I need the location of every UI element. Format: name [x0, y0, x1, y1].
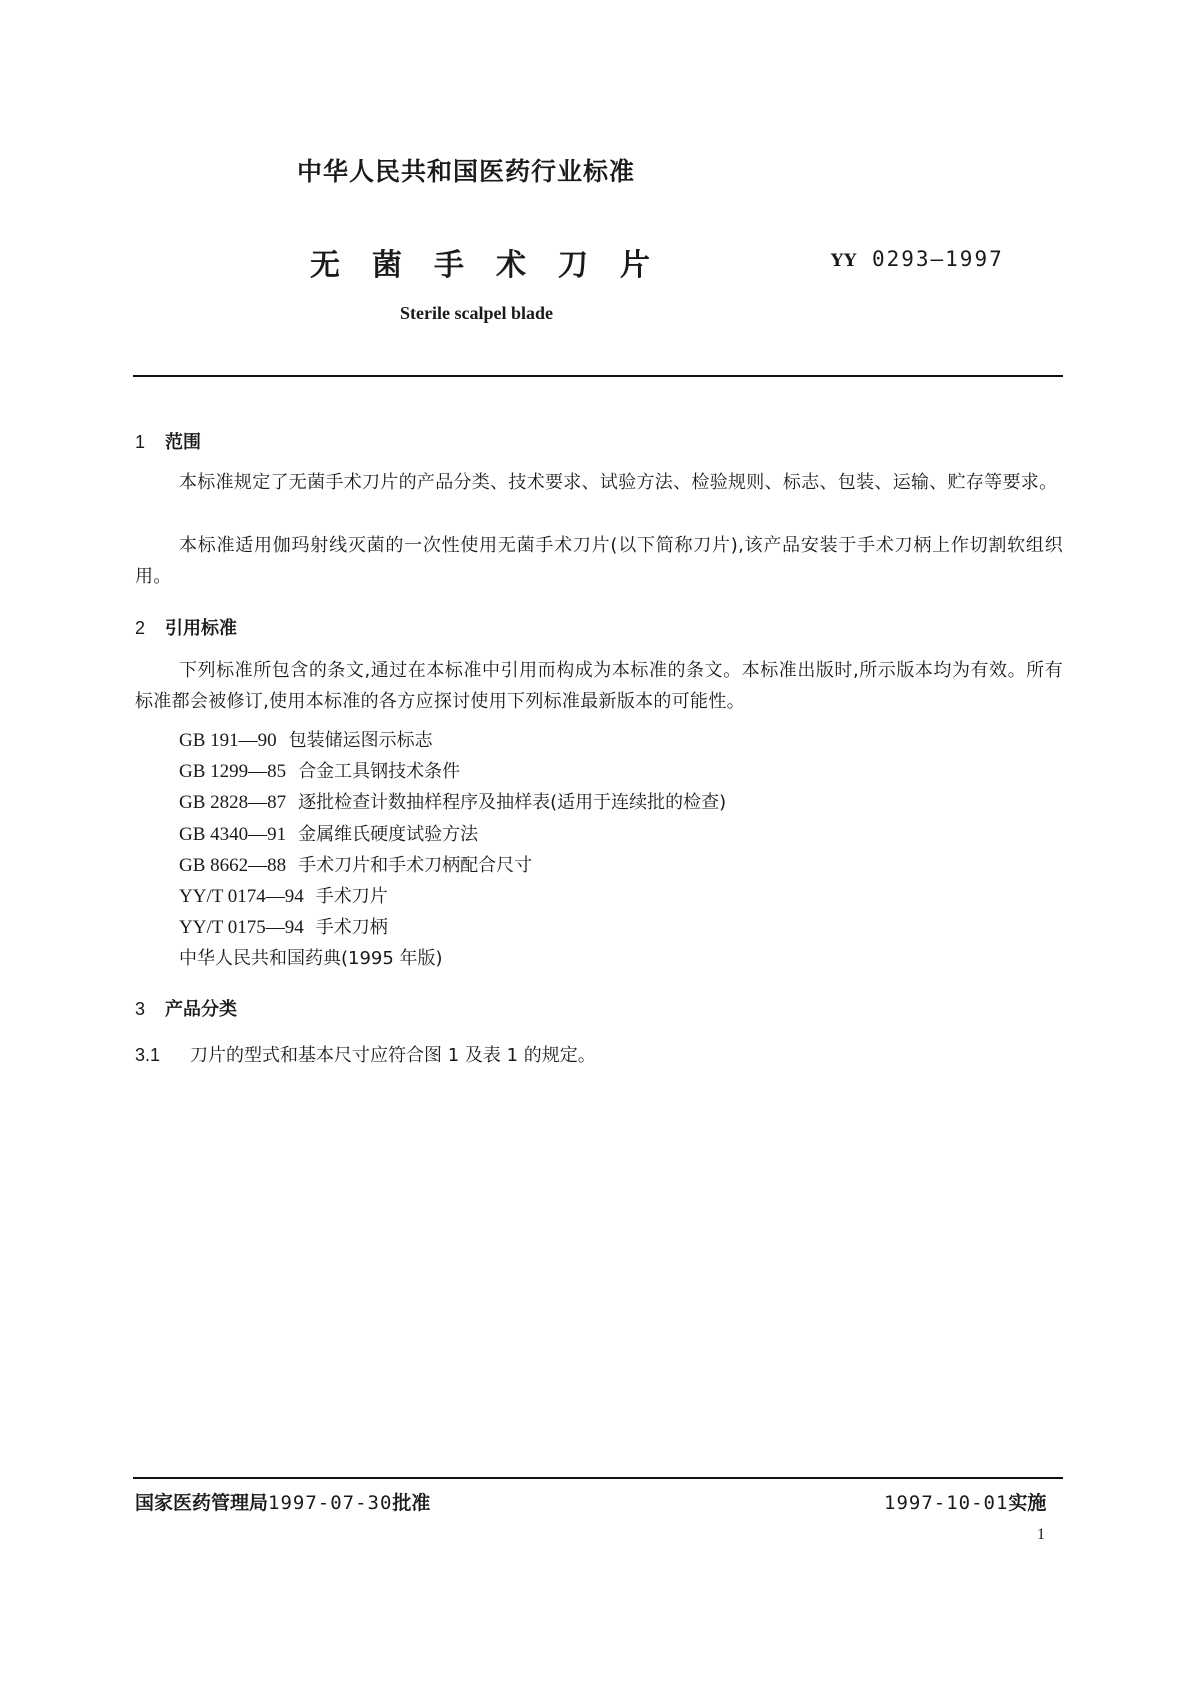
- reference-title: 中华人民共和国药典(1995 年版): [179, 948, 443, 969]
- reference-item: [179, 944, 443, 970]
- reference-item: [179, 820, 478, 846]
- clause-3-1: [135, 1041, 596, 1067]
- approval-date: 1997-07-30: [268, 1492, 393, 1514]
- section-number: 3: [135, 999, 146, 1019]
- section-2-heading: [135, 614, 237, 640]
- issuer-title: 中华人民共和国医药行业标准: [297, 157, 636, 186]
- effective-line: [884, 1488, 1046, 1515]
- reference-title: 手术刀片: [315, 886, 388, 907]
- section-3-heading: [135, 995, 237, 1021]
- reference-item: [179, 788, 726, 814]
- section-1-paragraph-2: 本标准适用伽玛射线灭菌的一次性使用无菌手术刀片(以下简称刀片),该产品安装于手术刀柄上作切割软组织用。: [135, 535, 1063, 587]
- section-title: 范围: [165, 432, 201, 453]
- reference-code: YY/T 0174—94: [179, 886, 304, 907]
- clause-number: 3.1: [135, 1045, 161, 1065]
- section-title: 引用标准: [165, 618, 237, 639]
- section-number: 2: [135, 618, 146, 638]
- reference-item: [179, 851, 532, 877]
- page-number: 1: [1037, 1526, 1045, 1543]
- section-title: 产品分类: [165, 999, 237, 1020]
- approval-line: [135, 1488, 430, 1515]
- footer-divider: [133, 1477, 1063, 1479]
- reference-item: [179, 726, 433, 752]
- reference-code: GB 8662—88: [179, 855, 287, 876]
- document-title-english: Sterile scalpel blade: [400, 303, 553, 323]
- effective-date: 1997-10-01: [884, 1492, 1009, 1514]
- reference-title: 手术刀片和手术刀柄配合尺寸: [298, 855, 533, 876]
- clause-text: 刀片的型式和基本尺寸应符合图 1 及表 1 的规定。: [190, 1045, 596, 1066]
- reference-code: GB 4340—91: [179, 824, 287, 845]
- section-1-paragraph-1: 本标准规定了无菌手术刀片的产品分类、技术要求、试验方法、检验规则、标志、包装、运输、贮存等要求。: [179, 472, 1058, 493]
- effective-suffix: 实施: [1008, 1492, 1047, 1514]
- reference-item: [179, 913, 388, 939]
- reference-title: 合金工具钢技术条件: [298, 761, 461, 782]
- document-title: 无菌手术刀片: [310, 248, 682, 283]
- reference-code: GB 1299—85: [179, 761, 287, 782]
- reference-title: 包装储运图示标志: [288, 730, 433, 751]
- standard-code: [831, 247, 1004, 271]
- reference-code: YY/T 0175—94: [179, 917, 304, 938]
- reference-title: 逐批检查计数抽样程序及抽样表(适用于连续批的检查): [298, 792, 727, 813]
- reference-item: [179, 882, 388, 908]
- approval-suffix: 批准: [392, 1492, 431, 1514]
- reference-code: GB 2828—87: [179, 792, 287, 813]
- reference-code: GB 191—90: [179, 730, 277, 751]
- approval-org: 国家医药管理局: [135, 1492, 269, 1514]
- section-1-heading: [135, 428, 201, 454]
- section-2-paragraph-1: 下列标准所包含的条文,通过在本标准中引用而构成为本标准的条文。本标准出版时,所示版本均为有效。所有标准都会被修订,使用本标准的各方应探讨使用下列标准最新版本的可能性。: [135, 660, 1063, 712]
- header-divider: [133, 375, 1063, 377]
- reference-item: [179, 757, 460, 783]
- section-number: 1: [135, 432, 146, 452]
- reference-title: 金属维氏硬度试验方法: [298, 824, 479, 845]
- standard-code-number: 0293—1997: [871, 247, 1004, 271]
- standard-code-prefix: YY: [831, 251, 858, 271]
- reference-title: 手术刀柄: [315, 917, 388, 938]
